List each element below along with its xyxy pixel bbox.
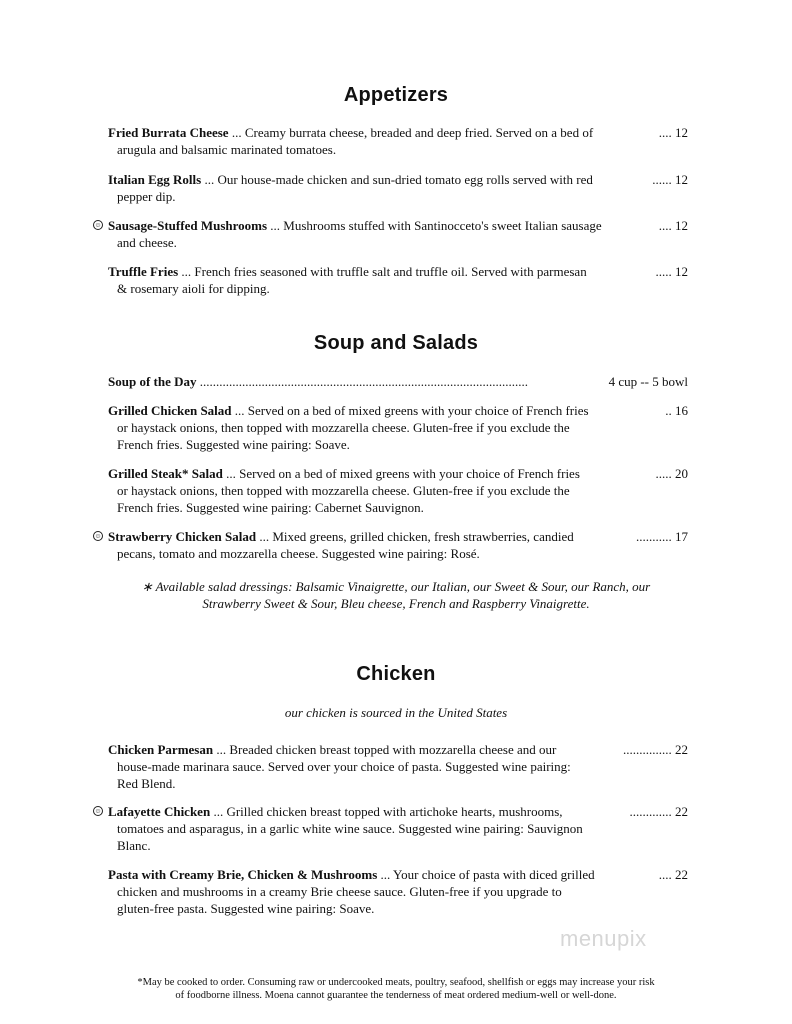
- item-name: Fried Burrata Cheese: [108, 125, 229, 140]
- item-price: 4 cup -- 5 bowl: [605, 373, 688, 390]
- menu-item-truffle-fries: [108, 263, 688, 297]
- item-name: Strawberry Chicken Salad: [108, 529, 257, 544]
- item-price: ............. 22: [626, 803, 689, 820]
- item-description: ... Mixed greens, grilled chicken, fresh strawberries, candied: [256, 529, 574, 544]
- item-price: ............... 22: [619, 741, 688, 758]
- item-description-cont: French fries. Suggested wine pairing: Soave.: [117, 437, 350, 452]
- menu-item-sausage-stuffed-mushrooms: [94, 217, 688, 251]
- item-name: Grilled Chicken Salad: [108, 403, 232, 418]
- section-title-chicken: Chicken: [356, 663, 436, 685]
- menu-item-grilled-steak-salad: [108, 465, 688, 516]
- item-description-cont: gluten-free pasta. Suggested wine pairing: Soave.: [117, 901, 375, 916]
- item-description-cont: Blanc.: [117, 838, 151, 853]
- menu-item-italian-egg-rolls: [108, 171, 688, 205]
- item-description-cont: or haystack onions, then topped with mozzarella cheese. Gluten-free if you exclude the: [117, 420, 570, 435]
- item-description-cont: chicken and mushrooms in a creamy Brie cheese sauce. Gluten-free if you upgrade to: [117, 884, 562, 899]
- item-description-cont: Red Blend.: [117, 776, 176, 791]
- item-description: ... Breaded chicken breast topped with mozzarella cheese and our: [213, 742, 557, 757]
- dot-leader: .....................................................................................................: [196, 374, 528, 389]
- item-description-cont: & rosemary aioli for dipping.: [117, 281, 270, 296]
- item-description-cont: arugula and balsamic marinated tomatoes.: [117, 142, 337, 157]
- item-description-cont: house-made marinara sauce. Served over your choice of pasta. Suggested wine pairing:: [117, 759, 571, 774]
- smiley-icon: ☺: [94, 221, 102, 229]
- item-description: ... French fries seasoned with truffle salt and truffle oil. Served with parmesan: [178, 264, 587, 279]
- menu-item-pasta-brie-chicken-mushrooms: [108, 866, 688, 917]
- item-price: .... 12: [655, 217, 688, 234]
- item-price: ...... 12: [648, 171, 688, 188]
- item-name: Truffle Fries: [108, 264, 179, 279]
- item-name: Soup of the Day: [108, 374, 197, 389]
- item-name: Chicken Parmesan: [108, 742, 214, 757]
- item-price: ........... 17: [632, 528, 688, 545]
- section-title-soup-salads: Soup and Salads: [313, 332, 479, 354]
- item-description: ... Served on a bed of mixed greens with your choice of French fries: [231, 403, 589, 418]
- item-description-cont: tomatoes and asparagus, in a garlic white wine sauce. Suggested wine pairing: Sauvignon: [117, 821, 583, 836]
- item-description: ... Creamy burrata cheese, breaded and deep fried. Served on a bed of: [228, 125, 594, 140]
- item-name: Grilled Steak* Salad: [108, 466, 223, 481]
- item-description-cont: pecans, tomato and mozzarella cheese. Suggested wine pairing: Rosé.: [117, 546, 480, 561]
- item-description: ... Served on a bed of mixed greens with your choice of French fries: [222, 466, 580, 481]
- chicken-subtitle: our chicken is sourced in the United States: [284, 705, 508, 720]
- menu-item-fried-burrata: [108, 124, 688, 158]
- item-price: .. 16: [661, 402, 688, 419]
- item-name: Italian Egg Rolls: [108, 172, 202, 187]
- footer-disclaimer-line2: of foodborne illness. Moena cannot guarantee the tenderness of meat ordered medium-well or well-done.: [175, 990, 617, 1001]
- menu-item-grilled-chicken-salad: [108, 402, 688, 453]
- menu-item-chicken-parmesan: [108, 741, 688, 792]
- item-price: ..... 20: [652, 465, 689, 482]
- item-description: ... Your choice of pasta with diced grilled: [377, 867, 595, 882]
- item-name: Pasta with Creamy Brie, Chicken & Mushrooms: [108, 867, 378, 882]
- menu-item-soup-of-the-day: [108, 373, 688, 390]
- smiley-icon: ☺: [94, 807, 102, 815]
- item-description-cont: or haystack onions, then topped with mozzarella cheese. Gluten-free if you exclude the: [117, 483, 570, 498]
- item-description-cont: pepper dip.: [117, 189, 176, 204]
- item-price: ..... 12: [652, 263, 689, 280]
- salad-dressing-note-line2: Strawberry Sweet & Sour, Bleu cheese, French and Raspberry Vinaigrette.: [202, 596, 590, 611]
- menu-item-strawberry-chicken-salad: [94, 528, 688, 562]
- item-description: ... Grilled chicken breast topped with artichoke hearts, mushrooms,: [210, 804, 563, 819]
- item-price: .... 22: [655, 866, 688, 883]
- menupix-watermark: menupix: [560, 926, 647, 951]
- item-name: Lafayette Chicken: [108, 804, 211, 819]
- item-description-cont: and cheese.: [117, 235, 177, 250]
- item-description: ... Our house-made chicken and sun-dried tomato egg rolls served with red: [201, 172, 593, 187]
- section-title-appetizers: Appetizers: [343, 84, 449, 106]
- menu-item-lafayette-chicken: [94, 803, 688, 854]
- footer-disclaimer-line1: *May be cooked to order. Consuming raw or undercooked meats, poultry, seafood, shellfish or eggs may increase your risk: [137, 977, 655, 988]
- item-description-cont: French fries. Suggested wine pairing: Cabernet Sauvignon.: [117, 500, 424, 515]
- item-price: .... 12: [655, 124, 688, 141]
- item-name: Sausage-Stuffed Mushrooms: [108, 218, 268, 233]
- smiley-icon: ☺: [94, 532, 102, 540]
- salad-dressing-note-line1: ∗ Available salad dressings: Balsamic Vinaigrette, our Italian, our Sweet & Sour, our Ranch, our: [141, 579, 651, 594]
- item-description: ... Mushrooms stuffed with Santinocceto's sweet Italian sausage: [267, 218, 602, 233]
